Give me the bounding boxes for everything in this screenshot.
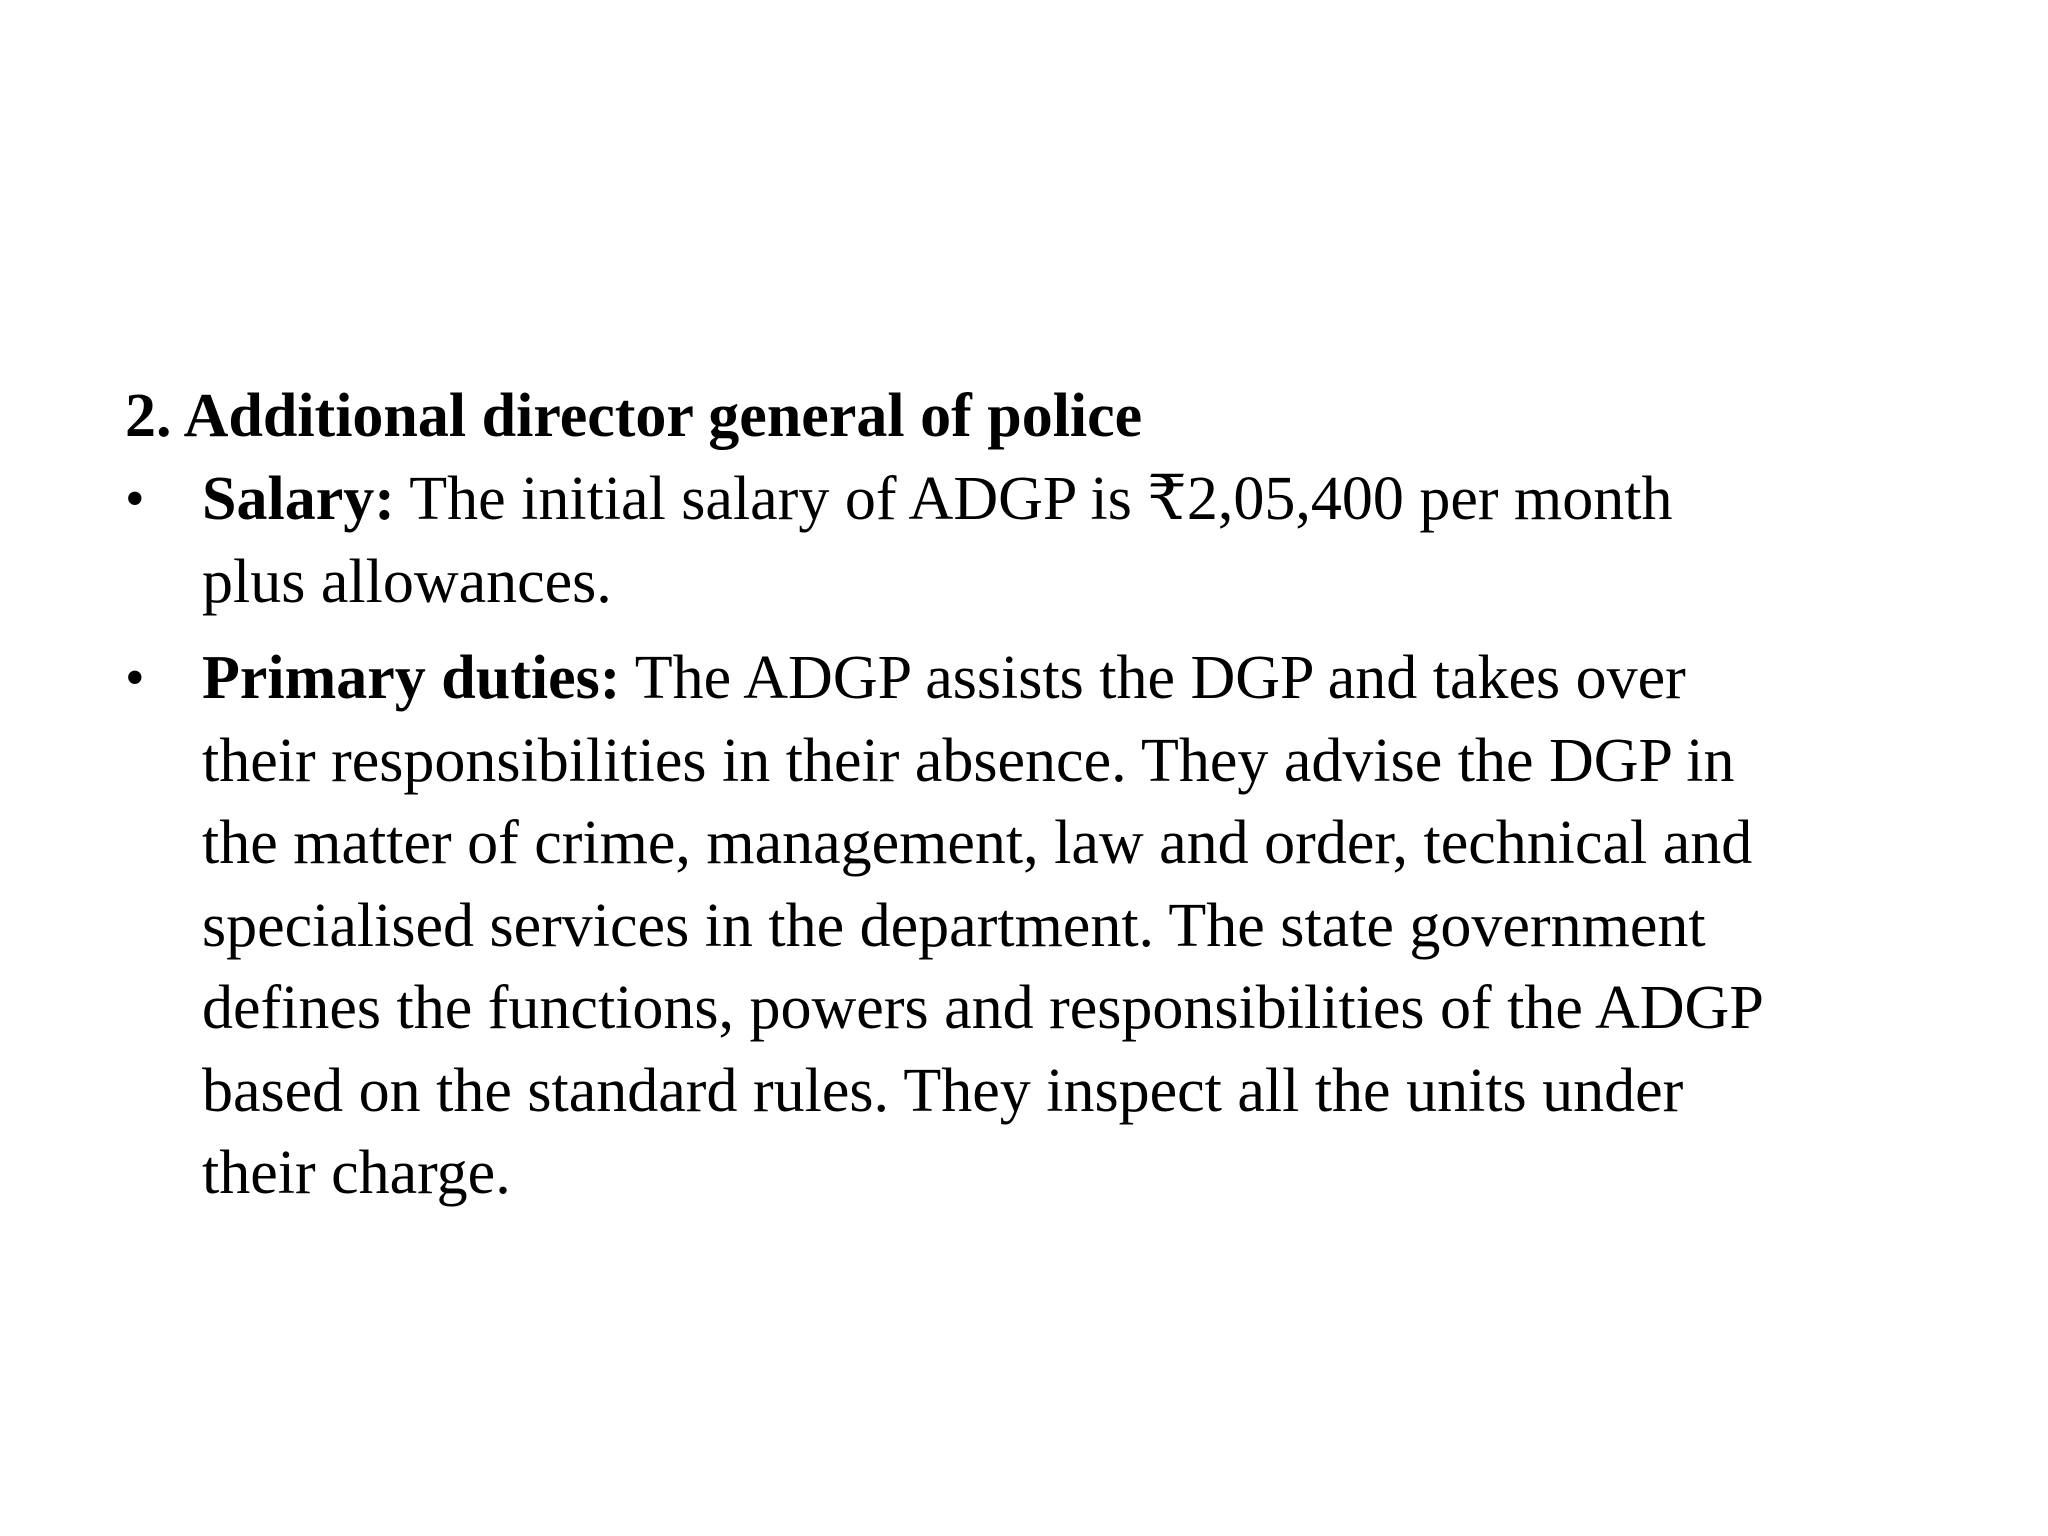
duties-line-4: specialised services in the department. The state government xyxy=(202,891,1706,960)
bullet-icon: • xyxy=(125,468,145,530)
salary-line-2: plus allowances. xyxy=(202,547,612,616)
bullet-list xyxy=(125,458,2005,1215)
salary-bullet xyxy=(125,458,2005,623)
salary-line-1 xyxy=(202,458,2005,541)
duties-line-6: based on the standard rules. They inspect all the units under xyxy=(202,1056,1684,1125)
duties-line-3: the matter of crime, management, law and order, technical and xyxy=(202,809,1753,877)
duties-text-1: The ADGP assists the DGP and takes over xyxy=(620,644,1686,712)
duties-label: Primary duties: xyxy=(202,644,621,712)
bullet-icon: • xyxy=(125,647,145,709)
duties-line-1 xyxy=(202,637,2005,720)
salary-label: Salary: xyxy=(202,465,395,533)
section-heading: 2. Additional director general of police xyxy=(125,382,1143,450)
duties-line-2: their responsibilities in their absence. They advise the DGP in xyxy=(202,726,1735,795)
duties-line-7: their charge. xyxy=(202,1139,511,1207)
salary-text-1: The initial salary of ADGP is ₹2,05,400 per month xyxy=(394,465,1673,533)
duties-line-5: defines the functions, powers and responsibilities of the ADGP xyxy=(202,974,1764,1042)
duties-bullet xyxy=(125,637,2005,1215)
slide-content xyxy=(125,374,2005,1215)
